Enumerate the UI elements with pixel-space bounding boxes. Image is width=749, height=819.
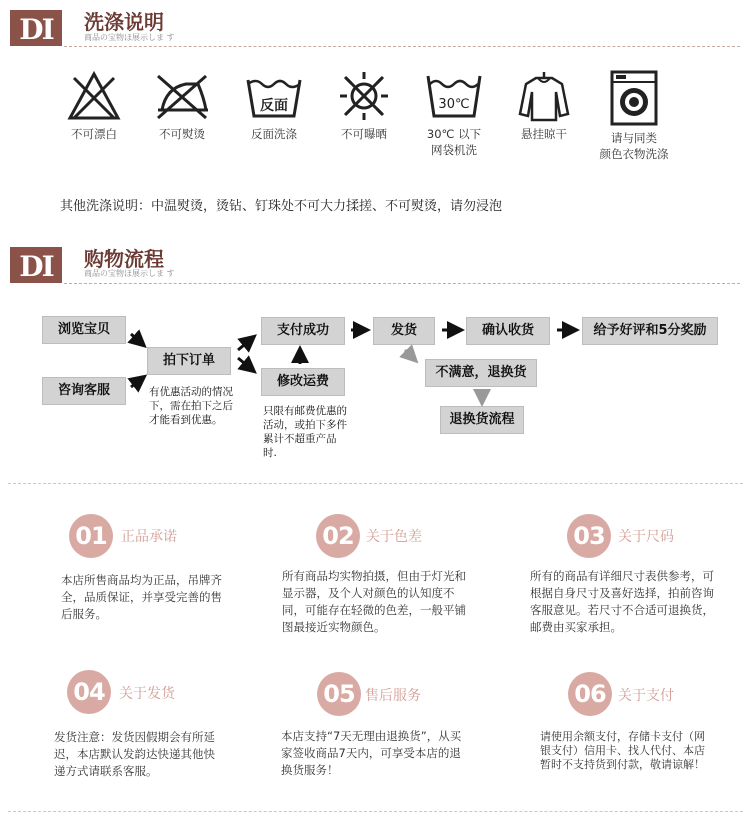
promise-body: 所有商品均实物拍摄，但由于灯光和显示器，及个人对颜色的认知度不同，可能存在轻微的色差，一般平铺图最接近实物颜色。 xyxy=(282,569,466,634)
promise-title: 正品承诺 xyxy=(121,529,177,545)
flow-review: 给予好评和5分奖励 xyxy=(582,317,718,345)
promise-title: 关于发货 xyxy=(119,686,175,702)
arrow-ship-to-unsatisfied xyxy=(405,350,412,357)
promise-number-06: 06 xyxy=(568,672,612,716)
section-subtitle: 商品の宝物ほ展示しま す xyxy=(84,33,175,42)
flow-order-note: 有优惠活动的情况下，需在拍下之后才能看到优惠。 xyxy=(149,386,233,426)
promise-body: 请使用余额支付，存储卡支付（网银支付）信用卡、找人代付、本店暂时不支持货到付款，敬请谅解！ xyxy=(540,730,705,771)
arrow-order-to-pay xyxy=(238,340,250,350)
flow-ship: 发货 xyxy=(373,317,435,345)
flow-modify: 修改运费 xyxy=(261,368,345,396)
section-logo: DI xyxy=(10,247,62,283)
flow-unsatisfied: 不满意，退换货 xyxy=(425,359,537,387)
promise-number-05: 05 xyxy=(317,672,361,716)
section-logo: DI xyxy=(10,10,62,46)
divider xyxy=(8,811,743,812)
promise-body: 本店所售商品均为正品，吊牌齐全，品质保证，并享受完善的售后服务。 xyxy=(61,573,222,621)
flow-consult: 咨询客服 xyxy=(42,377,126,405)
promise-title: 售后服务 xyxy=(365,688,421,704)
care-label: 不可熨烫 xyxy=(159,127,205,141)
divider xyxy=(8,483,743,484)
promise-body: 所有的商品有详细尺寸表供参考，可根据自身尺寸及喜好选择，拍前咨询客服意见。若尺寸不合适可退换货，邮费由买家承担。 xyxy=(530,569,714,634)
section-subtitle: 商品の宝物ほ展示しま す xyxy=(84,269,175,278)
care-label: 不可漂白 xyxy=(71,127,117,141)
section-title-washing: 洗涤说明 xyxy=(84,10,164,34)
care-label: 悬挂晾干 xyxy=(521,127,567,141)
promise-number-01: 01 xyxy=(69,514,113,558)
flow-pay: 支付成功 xyxy=(261,317,345,345)
arrow-consult-to-order xyxy=(131,380,140,387)
promise-title: 关于尺码 xyxy=(618,529,674,545)
flow-order: 拍下订单 xyxy=(147,347,231,375)
promise-number-02: 02 xyxy=(316,514,360,558)
arrow-browse-to-order xyxy=(131,334,140,342)
care-label: 30℃ 以下 网袋机洗 xyxy=(426,127,482,157)
flow-modify-note: 只限有邮费优惠的活动，或拍下多件累计不超重产品时. xyxy=(263,405,347,459)
reverse-wash-text: 反面 xyxy=(260,98,288,114)
care-label: 请与同类 颜色衣物洗涤 xyxy=(599,131,669,161)
care-label: 不可曝晒 xyxy=(341,127,387,141)
wash-30-text: 30℃ xyxy=(438,97,470,112)
arrow-order-to-modify xyxy=(238,358,250,368)
care-label: 反面洗涤 xyxy=(251,127,297,141)
promise-body: 发货注意：发货因假期会有所延迟，本店默认发韵达快递其他快递方式请联系客服。 xyxy=(54,730,215,778)
promise-number-04: 04 xyxy=(67,670,111,714)
promise-title: 关于色差 xyxy=(366,529,422,545)
section-title-shopping: 购物流程 xyxy=(84,247,164,271)
promise-body: 本店支持“7天无理由退换货”，从买家签收商品7天内，可享受本店的退换货服务！ xyxy=(281,729,462,777)
flow-confirm: 确认收货 xyxy=(466,317,550,345)
other-wash-instructions: 其他洗涤说明：中温熨烫，烫钻、钉珠处不可大力揉搓、不可熨烫，请勿浸泡 xyxy=(60,199,503,214)
flow-browse: 浏览宝贝 xyxy=(42,316,126,344)
flow-return: 退换货流程 xyxy=(440,406,524,434)
promise-title: 关于支付 xyxy=(618,688,674,704)
promise-number-03: 03 xyxy=(567,514,611,558)
